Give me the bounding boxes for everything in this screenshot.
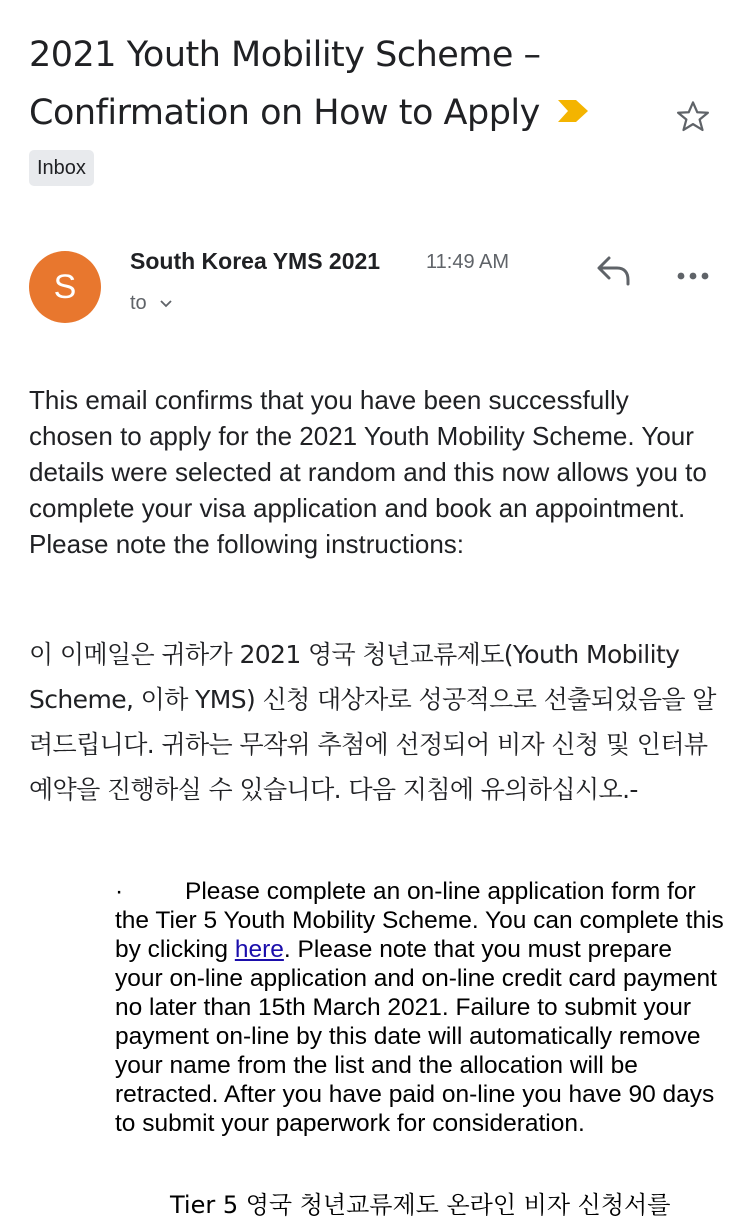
subject-line-1: 2021 Youth Mobility Scheme –	[29, 35, 541, 75]
chevron-down-icon	[159, 292, 173, 315]
inbox-label-chip[interactable]: Inbox	[29, 150, 94, 186]
bullet-marker: ·	[115, 878, 124, 905]
email-body-english: This email confirms that you have been successfully chosen to apply for the 2021 Youth Mobility Scheme. Your details were selected at random and this now allows you to complete your visa application and book an appointment. Please note the following instructions:	[29, 385, 707, 559]
recipient-prefix: to	[130, 292, 147, 314]
more-icon[interactable]	[676, 268, 710, 286]
important-marker-icon[interactable]	[558, 82, 588, 140]
bullet-text-after: . Please note that you must prepare your on-line application and on-line credit card payment no later than 15th March 2021. Failure to submit your payment on-line by this date will automatically remove your name from the list and the allocation will be retracted. After you have paid on-line you have 90 days to submit your paperwork for consideration.	[115, 936, 717, 1137]
sender-name[interactable]: South Korea YMS 2021	[130, 248, 381, 274]
star-icon[interactable]	[674, 98, 712, 141]
reply-icon[interactable]	[595, 254, 633, 293]
subject-line-2-text: Confirmation on How to Apply	[29, 93, 540, 133]
email-body-korean: 이 이메일은 귀하가 2021 영국 청년교류제도(Youth Mobility Scheme, 이하 YMS) 신청 대상자로 성공적으로 선출되었음을 알려드립니다. 귀하는 무작위 추첨에 선정되어 비자 신청 및 인터뷰 예약을 진행하실 수 있습니다. 다음 지침에 유의하십시오.-	[29, 640, 716, 804]
bullet-text-before: Please complete an on-line application form for the Tier 5 Youth Mobility Scheme. You can complete this by clicking	[115, 878, 724, 963]
recipient-details-toggle[interactable]	[130, 292, 173, 315]
application-link[interactable]: here	[234, 936, 284, 963]
sent-time: 11:49 AM	[426, 251, 510, 273]
email-subject	[29, 26, 669, 142]
sender-avatar[interactable]: S	[29, 251, 101, 323]
instruction-bullet	[115, 877, 725, 1138]
subject-line-2	[29, 84, 669, 142]
korean-bullet-text: Tier 5 영국 청년교류제도 온라인 비자 신청서를	[170, 1191, 671, 1219]
